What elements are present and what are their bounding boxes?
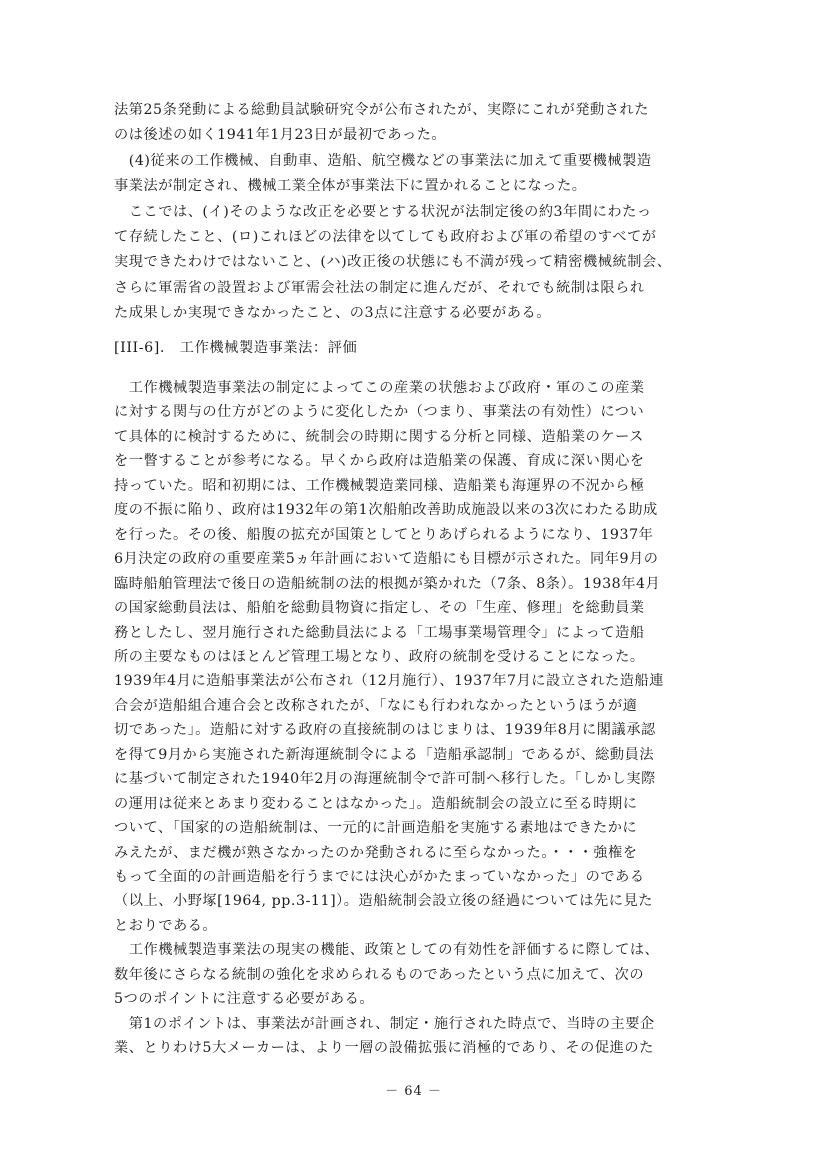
text-line: 務としたし、翌月施行された総動員法による「工場事業場管理令」によって造船 bbox=[114, 624, 645, 641]
text-line: て具体的に検討するために、統制会の時期に関する分析と同様、造船業のケース bbox=[114, 428, 644, 445]
text-line: 5つのポイントに注意する必要がある。 bbox=[114, 991, 375, 1008]
text-line: 度の不振に陥り、政府は1932年の第1次船舶改善助成施設以来の3次にわたる助成 bbox=[114, 502, 658, 519]
text-line: 臨時船舶管理法で後日の造船統制の法的根拠が築かれた（7条、8条）。1938年4月 bbox=[114, 575, 661, 592]
text-line: さらに軍需省の設置および軍需会社法の制定に進んだが、それでも統制は限られ bbox=[114, 279, 645, 296]
text-line: 法第25条発動による総動員試験研究令が公布されたが、実際にこれが発動された bbox=[114, 102, 649, 118]
text-line: を一瞥することが参考になる。早くから政府は造船業の保護、育成に深い関心を bbox=[114, 453, 645, 470]
text-line: 第1のポイントは、事業法が計画され、制定・施行された時点で、当時の主要企 bbox=[114, 1015, 655, 1032]
text-line: 所の主要なものはほとんど管理工場となり、政府の統制を受けることになった。 bbox=[114, 648, 645, 665]
text-line: 実現できたわけではないこと、(ハ)改正後の状態にも不満が残って精密機械統制会、 bbox=[114, 254, 672, 271]
text-line: 工作機械製造事業法の現実の機能、政策としての有効性を評価するに際しては、 bbox=[114, 942, 660, 959]
text-line: 工作機械製造事業法の制定によってこの産業の状態および政府・軍のこの産業 bbox=[114, 380, 645, 396]
text-line: 合会が造船組合連合会と改称されたが、「なにも行われなかったというほうが適 bbox=[114, 697, 638, 714]
text-line: ここでは、(イ)そのような改正を必要とする状況が法制定後の約3年間にわたっ bbox=[114, 203, 652, 220]
text-line: のは後述の如く1941年1月23日が最初であった。 bbox=[114, 127, 447, 144]
text-line: 6月決定の政府の重要産業5ヵ年計画において造船にも目標が示された。同年9月の bbox=[114, 551, 659, 568]
text-line: （以上、小野塚[1964, pp.3-11]）。造船統制会設立後の経過については先に見た bbox=[114, 893, 653, 910]
text-line: を行った。その後、船腹の拡充が国策としてとりあげられるようになり、1937年 bbox=[114, 526, 654, 543]
text-line: た成果しか実現できなかったこと、の3点に注意する必要がある。 bbox=[114, 305, 551, 322]
section-heading: [III-6]. 工作機械製造事業法：評価 bbox=[114, 340, 358, 356]
text-line: とおりである。 bbox=[114, 917, 218, 934]
text-line: (4)従来の工作機械、自動車、造船、航空機などの事業法に加えて重要機械製造 bbox=[114, 152, 652, 169]
text-line: ついて、「国家的の造船統制は、一元的に計画造船を実施する素地はできたかに bbox=[114, 820, 638, 837]
text-line: て存続したこと、(ロ)これほどの法律を以てしても政府および軍の希望のすべてが bbox=[114, 229, 657, 245]
text-line: を得て9月から実施された新海運統制令による「造船承認制」であるが、総動員法 bbox=[114, 746, 655, 763]
text-line: に対する関与の仕方がどのように変化したか（つまり、事業法の有効性）につい bbox=[114, 404, 645, 421]
text-line: もって全面的の計画造船を行うまでには決心がかたまっていなかった」のである bbox=[114, 869, 645, 885]
text-line: 数年後にさらなる統制の強化を求められるものであったという点に加えて、次の bbox=[114, 966, 645, 983]
text-line: の国家総動員法は、船舶を総動員物資に指定し、その「生産、修理」を総動員業 bbox=[114, 600, 645, 617]
text-line: 切であった」。造船に対する政府の直接統制のはじまりは、1939年8月に閣議承認 bbox=[114, 722, 656, 739]
text-line: みえたが、まだ機が熟さなかったのか発動されるに至らなかった。・・・強権を bbox=[114, 844, 638, 861]
text-line: の運用は従来とあまり変わることはなかった」。造船統制会の設立に至る時期に bbox=[114, 795, 638, 812]
text-line: 1939年4月に造船事業法が公布され（12月施行）、1937年7月に設立された造船連 bbox=[114, 673, 664, 690]
text-line: 事業法が制定され、機械工業全体が事業法下に置かれることになった。 bbox=[114, 178, 587, 195]
text-line: 業、とりわけ5大メーカーは、より一層の設備拡張に消極的であり、その促進のた bbox=[114, 1040, 654, 1057]
text-line: 持っていた。昭和初期には、工作機械製造業同様、造船業も海運界の不況から極 bbox=[114, 477, 645, 494]
page-number: － 64 － bbox=[385, 1084, 442, 1099]
text-line: に基づいて制定された1940年2月の海運統制令で許可制へ移行した。「しかし実際 bbox=[114, 771, 656, 788]
